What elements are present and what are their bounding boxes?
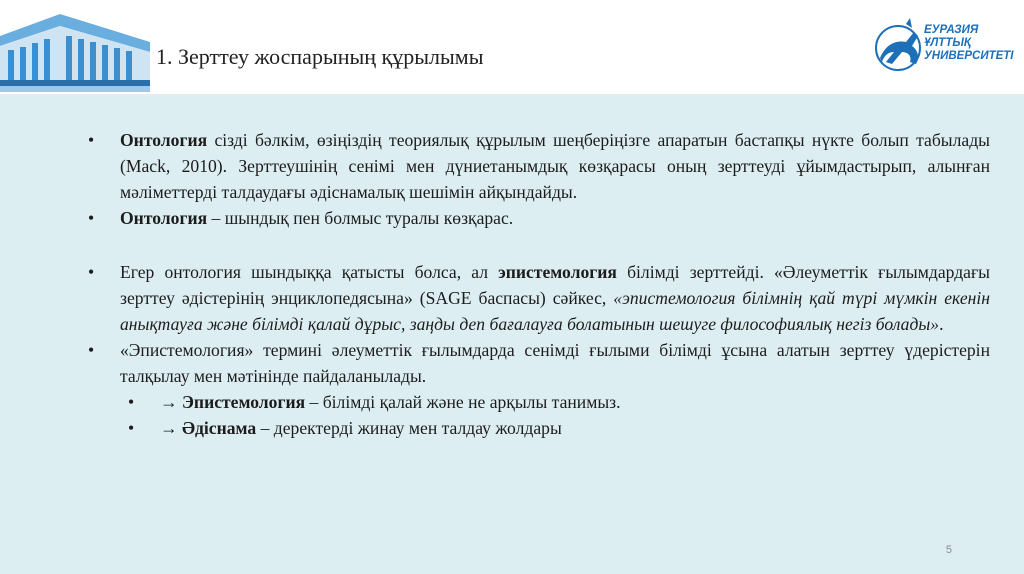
- bullet-marker: •: [128, 392, 135, 412]
- slide-title: 1. Зерттеу жоспарының құрылымы: [156, 44, 484, 69]
- university-logo: [872, 14, 1018, 78]
- bullet-marker: •: [88, 340, 95, 360]
- list-item: [88, 259, 990, 337]
- bullet-marker: •: [88, 208, 95, 228]
- item-text: – деректерді жинау мен талдау жолдары: [256, 418, 562, 438]
- logo-line: ҰЛТТЫҚ: [924, 37, 971, 49]
- term-bold: Әдіснама: [182, 418, 257, 438]
- sub-list-item: [88, 415, 990, 441]
- list-item: [88, 127, 990, 205]
- item-text: – шындық пен болмыс туралы көзқарас.: [207, 208, 514, 228]
- logo-line: ЕУРАЗИЯ: [924, 24, 979, 36]
- bullet-marker: •: [88, 130, 95, 150]
- university-building-icon: [0, 6, 150, 92]
- list-item: [88, 337, 990, 389]
- bullet-list: [88, 127, 990, 441]
- item-text: .: [939, 314, 944, 334]
- list-item: [88, 205, 990, 231]
- slide-header: [0, 0, 1024, 96]
- item-text: – білімді қалай және не арқылы танимыз.: [305, 392, 621, 412]
- bullet-marker: •: [128, 418, 135, 438]
- item-text: сізді бәлкім, өзіңіздің теориялық құрылым шеңберіңізге апаратын бастапқы нүкте болып табылады (Mack, 2010). Зерттеушінің сенімі мен дүниетанымдық көзқарасы оның зерттеуді ұйымдастырып, алынған мәліметтерді талдаудағы әдіснамалық шешімін айқындайды.: [120, 130, 990, 202]
- item-text: білімді зерттейді. «Әлеуметтік ғылымдардағы зерттеу әдістерінің энциклопедясына» (SAGE баспасы) сәйкес,: [120, 262, 990, 308]
- slide-content: [0, 97, 1024, 574]
- logo-line: УНИВЕРСИТЕТІ: [924, 50, 1014, 62]
- page-number: 5: [945, 544, 952, 556]
- item-text: «Эпистемология» термині әлеуметтік ғылымдарда сенімді ғылыми білімді ұсына алатын зерттеу үдерістерін талқылау мен мәтінінде пайдаланылады.: [120, 340, 990, 386]
- term-bold: Онтология: [120, 208, 208, 228]
- bullet-marker: •: [88, 262, 95, 282]
- sub-list-item: [88, 389, 990, 415]
- arrow-right-icon: →: [160, 392, 178, 412]
- term-bold: Эпистемология: [182, 392, 306, 412]
- arrow-right-icon: →: [160, 418, 178, 438]
- term-bold: эпистемология: [498, 262, 617, 282]
- logo-text: [924, 24, 1014, 63]
- quote-italic: «эпистемология білімнің қай түрі мүмкін екенін анықтауға және білімді қалай дұрыс, заңды деп бағалауға болатынын шешуге философиялық негіз болады»: [120, 288, 990, 334]
- item-text: Егер онтология шындыққа қатысты болса, ал: [120, 262, 499, 282]
- spacer: [88, 231, 990, 259]
- term-bold: Онтология: [120, 130, 208, 150]
